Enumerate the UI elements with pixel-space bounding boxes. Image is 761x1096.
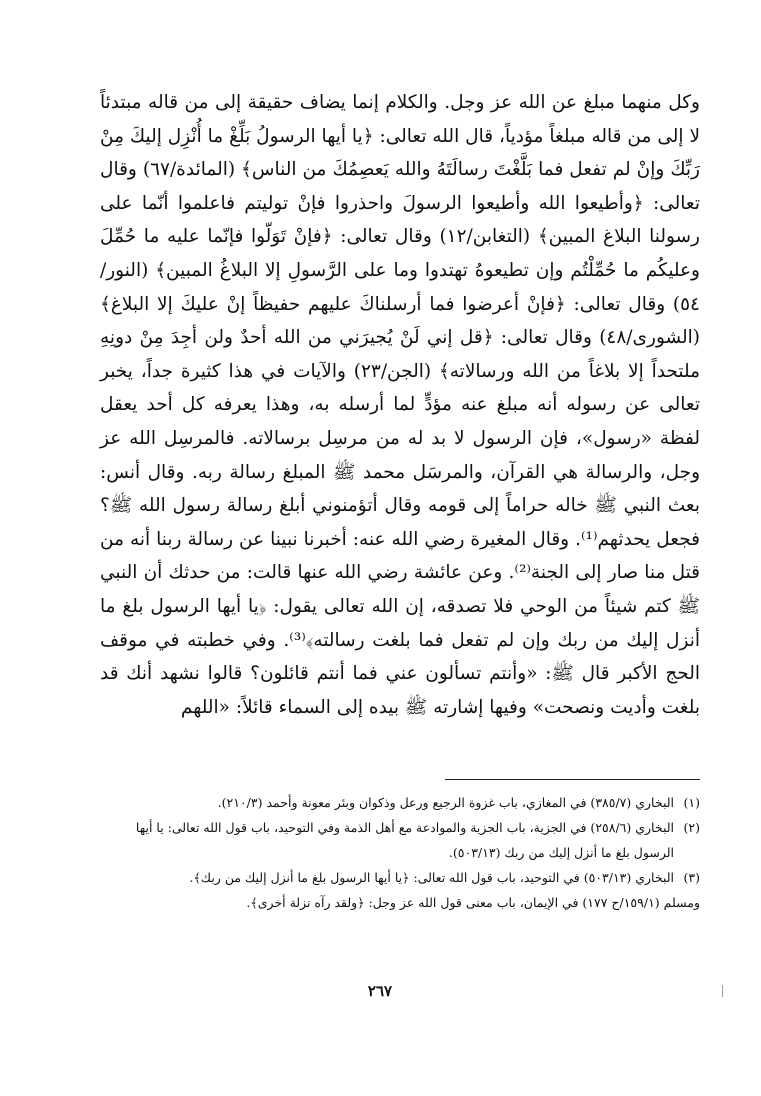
footnote-text: البخاري (٥٠٣/١٣) في التوحيد، باب قول الله تعالى: ﴿يا أيها الرسول بلغ ما أنزل إليك من ربك﴾.	[189, 870, 674, 885]
footnote-2	[100, 815, 700, 865]
footnote-number: (١)	[683, 795, 700, 810]
main-paragraph: وكل منهما مبلغ عن الله عز وجل. والكلام إنما يضاف حقيقة إلى من قاله مبتدئاً لا إلى من قاله مبلغاً مؤدياً، قال الله تعالى: ﴿يا أيها الرسولُ بَلِّغْ ما أُنْزِل إليكَ مِنْ رَبِّكَ وإنْ لم تفعل فما بَلَّغْتَ رسالَتَهُ والله يَعصِمُكَ من الناس﴾ (المائدة/٦٧) وقال تعالى: ﴿وأطيعوا الله وأطيعوا الرسولَ واحذروا فإنْ توليتم فاعلموا أنّما على رسولنا البلاغ المبين﴾ (التغابن/١٢) وقال تعالى: ﴿فإنْ تَوَلّوا فإنّما عليه ما حُمِّلَ وعليكُم ما حُمِّلْتُم وإن تطيعوهُ تهتدوا وما على الرَّسولِ إلا البلاغُ المبين﴾ (النور/٥٤) وقال تعالى: ﴿فإنْ أعرضوا فما أرسلناكَ عليهم حفيظاً إنْ عليكَ إلا البلاغ﴾ (الشورى/٤٨) وقال تعالى: ﴿قل إني لَنْ يُجيرَني من الله أحدٌ ولن أجِدَ مِنْ دونِهِ ملتحداً إلا بلاغاً من الله ورسالاته﴾ (الجن/٢٣) والآيات في هذا كثيرة جداً، يخبر تعالى عن رسوله أنه مبلغ عنه مؤدٍّ لما أرسله به، وهذا يعرفه كل أحد يعقل لفظة «رسول»، فإن الرسول لا بد له من مرسِل برسالاته. فالمرسِل الله عز وجل، والرسالة هي القرآن، والمرسَل محمد ﷺ المبلغ رسالة ربه. وقال أنس: بعث النبي ﷺ خاله حراماً إلى قومه وقال أتؤمنوني أبلغ رسالة رسول الله ﷺ؟ فجعل يحدثهم⁽¹⁾. وقال المغيرة رضي الله عنه: أخبرنا نبينا عن رسالة ربنا أنه من قتل منا صار إلى الجنة⁽²⁾. وعن عائشة رضي الله عنها قالت: من حدثك أن النبي ﷺ كتم شيئاً من الوحي فلا تصدقه، إن الله تعالى يقول: ﴿يا أيها الرسول بلغ ما أنزل إليك من ربك وإن لم تفعل فما بلغت رسالته﴾⁽³⁾. وفي خطبته في موقف الحج الأكبر قال ﷺ: «وأنتم تسألون عني فما أنتم قائلون؟ قالوا نشهد أنك قد بلغت وأديت ونصحت» وفيها إشارته ﷺ بيده إلى السماء قائلاً: «اللهم	[100, 92, 701, 718]
footnote-text: البخاري (٢٥٨/٦) في الجزية، باب الجزية والموادعة مع أهل الذمة وفي التوحيد، باب قول الله تعالى: يا أيها الرسول بلغ ما أنزل إليك من ربك (٥٠٣/١٣).	[135, 820, 674, 860]
footnote-1	[100, 790, 700, 815]
footnote-continuation: ومسلم (١٥٩/١/ح ١٧٧) في الإيمان، باب معنى قول الله عز وجل: ﴿ولقد رآه نزلة أخرى﴾.	[246, 895, 700, 910]
footnote-number: (٢)	[683, 820, 700, 835]
footnote-3	[100, 865, 700, 890]
main-text-block	[100, 86, 700, 724]
page-number: ٢٦٧	[367, 982, 393, 1000]
margin-mark	[722, 985, 723, 997]
footnote-text: البخاري (٣٨٥/٧) في المغازي، باب غزوة الرجيع ورعل وذكوان وبئر معونة وأحمد (٢١٠/٣).	[217, 795, 674, 810]
footnotes-block	[100, 790, 700, 915]
footnote-number: (٣)	[683, 870, 700, 885]
footnote-separator	[445, 779, 700, 780]
